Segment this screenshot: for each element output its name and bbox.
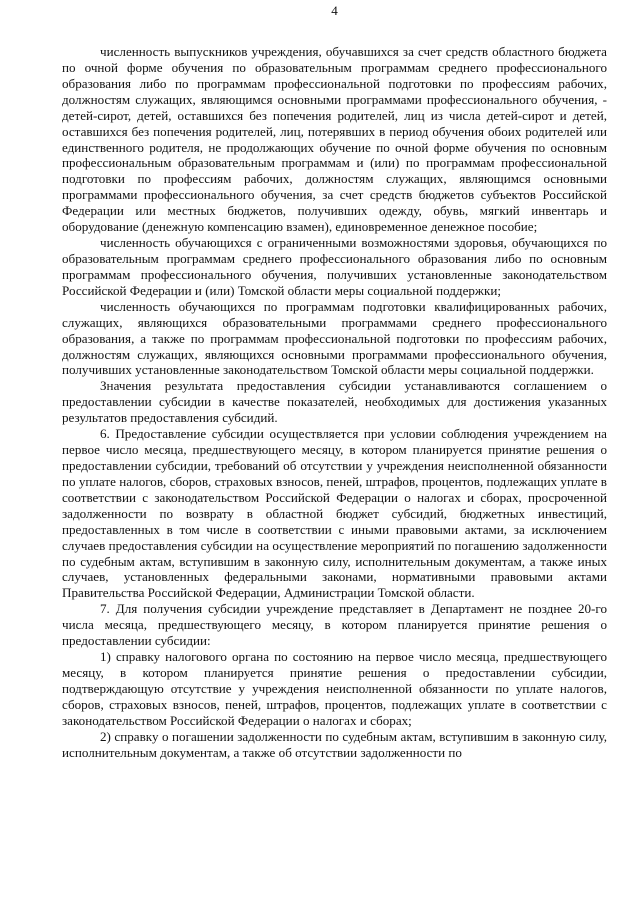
page-number: 4 [331,3,338,18]
paragraph-graduates-count: численность выпускников учреждения, обучавшихся за счет средств областного бюджета по очной форме обучения по образовательным программам среднего профессионального образования либо по программам профессиональной подготовки по профессиям рабочих, должностям служащих, являющимся основными программами профессионального обучения, - детей-сирот, детей, оставшихся без попечения родителей, лиц из числа детей-сирот и детей, оставшихся без попечения родителей, лиц, потерявших в период обучения обоих родителей или единственного родителя, не продолжающих обучение по очной форме обучения по основным профессиональным образовательным программам и (или) по программам профессиональной подготовки по профессиям рабочих, должностям служащих, являющимся основными программами профессионального обучения, за счет средств бюджетов субъектов Российской Федерации или местных бюджетов, получивших одежду, обувь, мягкий инвентарь и оборудование (денежную компенсацию взамен), единовременное денежное пособие; [62,44,607,235]
paragraph-skilled-workers-count: численность обучающихся по программам подготовки квалифицированных рабочих, служащих, являющихся образовательными программами среднего профессионального образования, а также по программам профессиональной подготовки по профессиям рабочих, должностям служащих, являющихся основными программами профессионального обучения, получивших установленные законодательством Томской области меры социальной поддержки. [62,298,607,378]
paragraph-result-values: Значения результата предоставления субсидии устанавливаются соглашением о предоставлении субсидии в качестве показателей, необходимых для достижения указанных результатов предоставления субсидий. [62,378,607,426]
paragraph-disabled-students-count: численность обучающихся с ограниченными возможностями здоровья, обучающихся по образовательным программам среднего профессионального образования либо по основным программам профессионального обучения, получивших установленные законодательством Российской Федерации и (или) Томской области меры социальной поддержки; [62,235,607,298]
paragraph-item-2: 2) справку о погашении задолженности по судебным актам, вступившим в законную силу, исполнительным документам, а также об отсутствии задолженности по [62,728,607,760]
paragraph-item-1: 1) справку налогового органа по состоянию на первое число месяца, предшествующего месяцу, в котором планируется принятие решения о предоставлении субсидии, подтверждающую отсутствие у учреждения неисполненной обязанности по уплате налогов, сборов, страховых взносов, пеней, штрафов, процентов, подлежащих уплате в соответствии с законодательством Российской Федерации о налогах и сборах; [62,649,607,728]
paragraph-clause-6: 6. Предоставление субсидии осуществляется при условии соблюдения учреждением на первое число месяца, предшествующего месяцу, в котором планируется принятие решения о предоставлении субсидии, требований об отсутствии у учреждения неисполненной обязанности по уплате налогов, сборов, страховых взносов, пеней, штрафов, процентов, подлежащих уплате в соответствии с законодательством Российской Федерации о налогах и сборах, просроченной задолженности по возврату в областной бюджет субсидий, бюджетных инвестиций, предоставленных в том числе в соответствии с иными правовыми актами, за исключением случаев предоставления субсидии на осуществление мероприятий по погашению задолженности по судебным актам, вступившим в законную силу, исполнительным документам, а также иных случаев, установленных федеральными законами, нормативными правовыми актами Правительства Российской Федерации, Администрации Томской области. [62,426,607,601]
paragraph-clause-7: 7. Для получения субсидии учреждение представляет в Департамент не позднее 20-го числа месяца, предшествующего месяцу, в котором планируется принятие решения о предоставлении субсидии: [62,601,607,649]
